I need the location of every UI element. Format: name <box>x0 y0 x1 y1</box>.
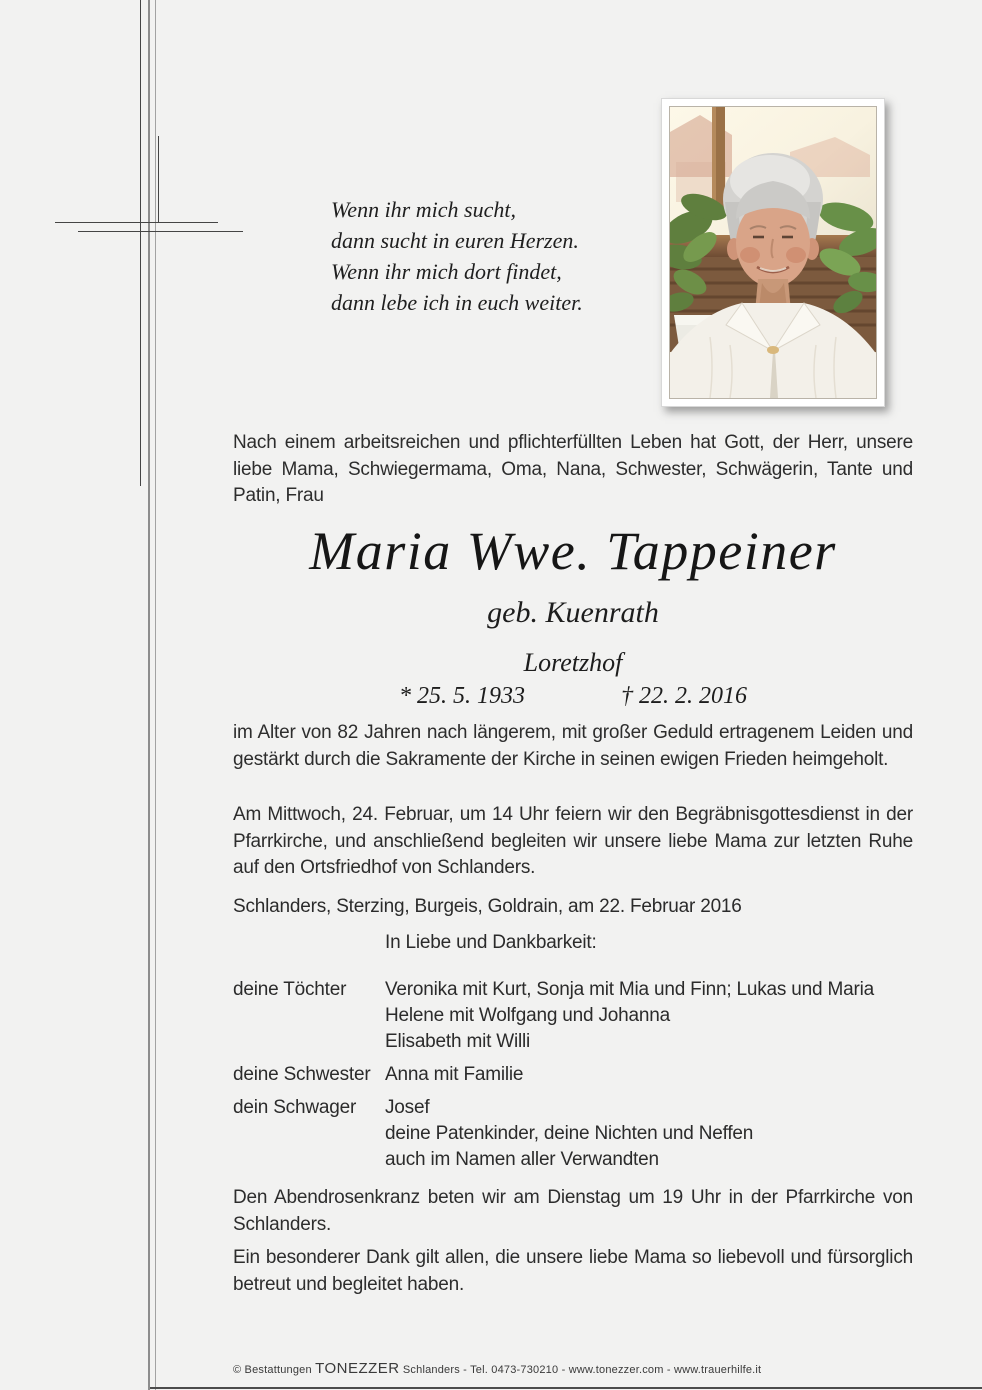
portrait-photo <box>661 98 885 407</box>
cross-horizontal-lower-arm <box>78 231 243 232</box>
birth-date: * 25. 5. 1933 <box>399 683 525 709</box>
cross-vertical-line <box>140 0 141 486</box>
cross-vertical-shadow-line <box>148 0 150 1390</box>
closing-line: In Liebe und Dankbarkeit: <box>385 932 597 953</box>
places-date-line: Schlanders, Sterzing, Burgeis, Goldrain, am 22. Februar 2016 <box>233 896 742 917</box>
mourners-list <box>233 977 913 1180</box>
mourner-relation: deine Schwester <box>233 1064 371 1085</box>
mourner-row <box>233 1062 913 1088</box>
residence-name: Loretzhof <box>523 648 623 677</box>
death-paragraph: im Alter von 82 Jahren nach längerem, mit großer Geduld ertragenem Leiden und gestärkt durch die Sakramente der Kirche in seinen ewigen Frieden heimgeholt. <box>233 722 913 770</box>
mourner-names <box>385 977 874 1055</box>
footer-brand: TONEZZER <box>315 1360 400 1377</box>
mourner-name-line: Josef <box>385 1097 430 1118</box>
footer-copyright: © Bestattungen <box>233 1364 312 1376</box>
funeral-paragraph: Am Mittwoch, 24. Februar, um 14 Uhr feiern wir den Begräbnisgottesdienst in der Pfarrkirche, und anschließend begleiten wir unsere liebe Mama zur letzten Ruhe auf den Ortsfriedhof von Schlanders. <box>233 804 913 878</box>
life-dates <box>233 683 913 710</box>
mourner-name-line: Anna mit Familie <box>385 1064 524 1085</box>
mourner-row <box>233 977 913 1055</box>
deceased-name: Maria Wwe. Tappeiner <box>309 521 837 581</box>
poem-line: Wenn ihr mich sucht, <box>331 197 516 222</box>
mourner-name-line: Elisabeth mit Willi <box>385 1031 531 1052</box>
maiden-name: geb. Kuenrath <box>487 596 659 629</box>
poem-line: dann sucht in euren Herzen. <box>331 228 579 253</box>
death-date: † 22. 2. 2016 <box>621 683 747 709</box>
poem-line: dann lebe ich in euch weiter. <box>331 290 583 315</box>
footer-details: Schlanders - Tel. 0473-730210 - www.tonezzer.com - www.trauerhilfe.it <box>402 1364 762 1376</box>
funeral-home-footer <box>233 1360 933 1377</box>
mourner-name-line: deine Patenkinder, deine Nichten und Neffen <box>385 1123 754 1144</box>
mourner-name-line: auch im Namen aller Verwandten <box>385 1149 659 1170</box>
poem-line: Wenn ihr mich dort findet, <box>331 259 562 284</box>
mourner-name-line: Veronika mit Kurt, Sonja mit Mia und Finn; Lukas und Maria <box>385 979 874 1000</box>
page-bottom-scan-edge <box>150 1387 982 1389</box>
thanks-notice: Ein besonderer Dank gilt allen, die unsere liebe Mama so liebevoll und fürsorglich betreut und begleitet haben. <box>233 1247 913 1295</box>
intro-paragraph: Nach einem arbeitsreichen und pflichterfüllten Leben hat Gott, der Herr, unsere liebe Mama, Schwiegermama, Oma, Nana, Schwester, Schwägerin, Tante und Patin, Frau <box>233 432 913 506</box>
cross-horizontal-upper-arm <box>55 222 218 223</box>
mourner-names <box>385 1095 753 1173</box>
mourner-names <box>385 1062 523 1088</box>
cross-vertical-shadow-line-2 <box>155 0 156 1390</box>
memorial-poem <box>331 194 651 318</box>
rosary-notice: Den Abendrosenkranz beten wir am Dienstag um 19 Uhr in der Pfarrkirche von Schlanders. <box>233 1187 913 1235</box>
mourner-name-line: Helene mit Wolfgang und Johanna <box>385 1005 670 1026</box>
cross-vertical-offset-line <box>158 136 159 223</box>
mourner-row <box>233 1095 913 1173</box>
mourner-relation: deine Töchter <box>233 979 347 1000</box>
mourner-relation: dein Schwager <box>233 1097 357 1118</box>
portrait-illustration <box>669 106 877 399</box>
